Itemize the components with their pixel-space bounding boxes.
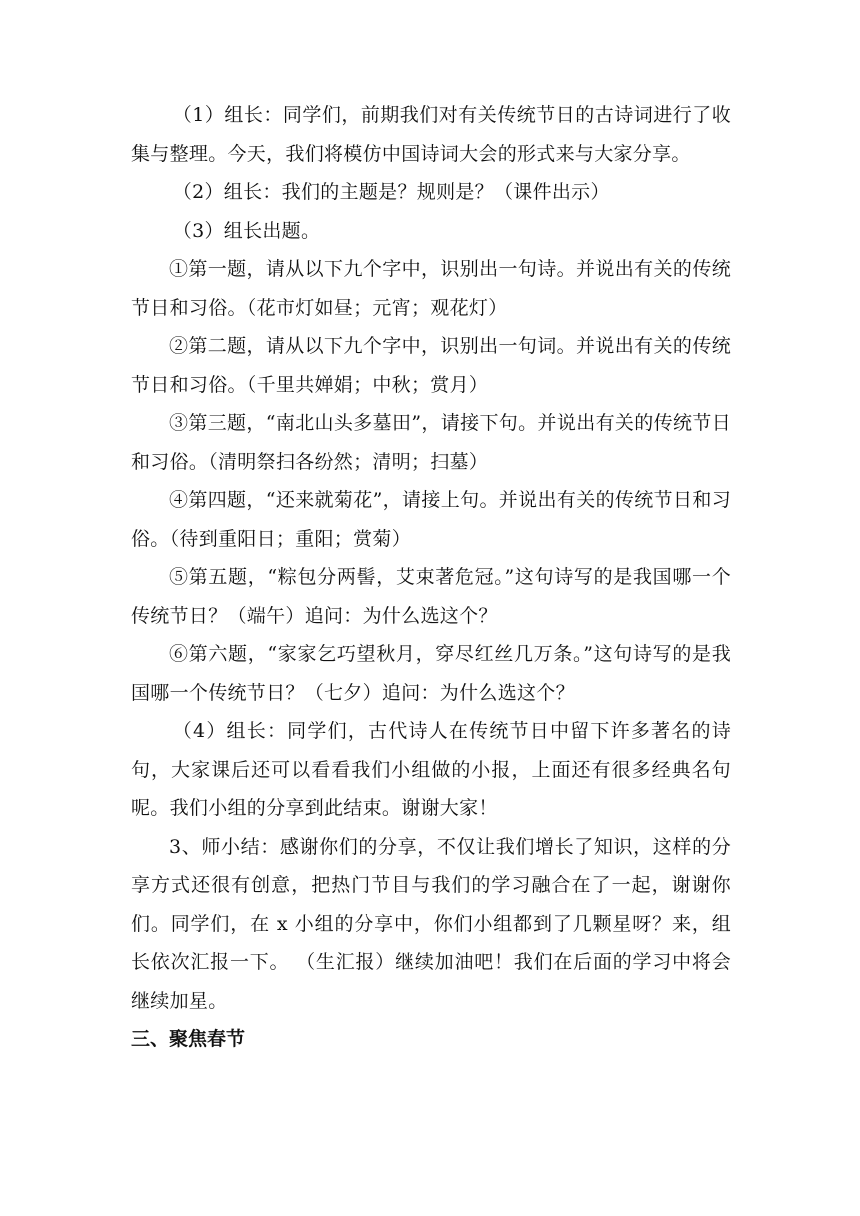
paragraph-question-4: ④第四题，“还来就菊花”，请接上句。并说出有关的传统节日和习俗。（待到重阳日；重阳；赏菊） (131, 489, 731, 550)
paragraph-question-1: ①第一题，请从以下九个字中，识别出一句诗。并说出有关的传统节日和习俗。（花市灯如昼；元宵；观花灯） (131, 258, 731, 319)
paragraph-theme-rules: （2）组长：我们的主题是？规则是？（课件出示） (172, 181, 610, 203)
section-heading: 三、聚焦春节 (131, 1028, 246, 1050)
paragraph-question-3: ③第三题，“南北山头多墓田”，请接下句。并说出有关的传统节日和习俗。（清明祭扫各纷然；清明；扫墓） (131, 412, 731, 473)
paragraph-leader-closing: （4）组长：同学们，古代诗人在传统节日中留下许多著名的诗句，大家课后还可以看看我们小组做的小报，上面还有很多经典名句呢。我们小组的分享到此结束。谢谢大家！ (131, 720, 731, 819)
paragraph-question-5: ⑤第五题，“粽包分两髻，艾束著危冠。”这句诗写的是我国哪一个传统节日？（端午）追问：为什么选这个？ (131, 566, 731, 627)
paragraph-question-2: ②第二题，请从以下九个字中，识别出一句词。并说出有关的传统节日和习俗。（千里共婵娟；中秋；赏月） (131, 335, 731, 396)
paragraph-teacher-summary: 3、师小结：感谢你们的分享，不仅让我们增长了知识，这样的分享方式还很有创意，把热门节目与我们的学习融合在了一起，谢谢你们。同学们，在 x 小组的分享中，你们小组都到了几颗星呀？来，组长依次汇报一下。 （生汇报）继续加油吧！我们在后面的学习中将会继续加星。 (131, 835, 731, 1012)
paragraph-leader-intro: （1）组长：同学们，前期我们对有关传统节日的古诗词进行了收集与整理。今天，我们将模仿中国诗词大会的形式来与大家分享。 (131, 104, 731, 165)
paragraph-questions-intro: （3）组长出题。 (172, 219, 321, 242)
document-body (131, 96, 731, 1059)
paragraph-question-6: ⑥第六题，“家家乞巧望秋月，穿尽红丝几万条。”这句诗写的是我国哪一个传统节日？（七夕）追问：为什么选这个？ (131, 643, 731, 704)
